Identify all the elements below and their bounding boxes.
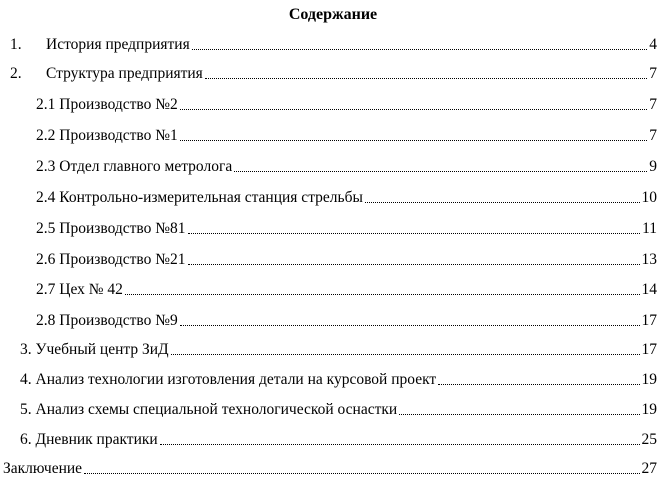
toc-entry-number: 1.	[10, 36, 22, 53]
toc-entry-2-8	[36, 311, 657, 331]
toc-entry-page: 10	[641, 189, 657, 206]
toc-entry-number: 2.	[10, 65, 22, 82]
toc-entry-page: 25	[641, 431, 657, 448]
toc-entry-5	[20, 400, 657, 420]
toc-entry-page: 13	[641, 251, 657, 268]
toc-entry-2-2	[36, 126, 657, 146]
dot-leader	[188, 263, 640, 265]
toc-entry-2-1	[36, 95, 657, 115]
toc-entry-label: Заключение	[3, 460, 83, 477]
toc-entry-page: 19	[641, 371, 657, 388]
toc-entry-page: 19	[641, 401, 657, 418]
toc-entry-label: 2.3 Отдел главного метролога	[36, 158, 233, 175]
toc-entry-2	[10, 64, 657, 84]
toc-entry-page: 17	[641, 312, 657, 329]
toc-entry-label: 2.1 Производство №2	[36, 96, 178, 113]
toc-entry-label: 3. Учебный центр ЗиД	[20, 341, 169, 358]
toc-title: Содержание	[288, 6, 378, 23]
toc-entry-4	[20, 370, 657, 390]
toc-entry-1	[10, 35, 657, 55]
toc-entry-label: Структура предприятия	[46, 65, 203, 82]
toc-entry-label: 2.7 Цех № 42	[36, 281, 123, 298]
toc-entry-label: 5. Анализ схемы специальной технологической оснастки	[20, 401, 398, 418]
dot-leader	[171, 353, 640, 355]
toc-entry-2-6	[36, 250, 657, 270]
dot-leader	[205, 77, 647, 79]
toc-entry-page: 27	[641, 460, 657, 477]
toc-entry-6	[20, 430, 657, 450]
toc-entry-label: 2.6 Производство №21	[36, 251, 186, 268]
toc-entry-page: 4	[649, 36, 657, 53]
toc-entry-3	[20, 340, 657, 360]
dot-leader	[399, 413, 639, 415]
toc-entry-page: 7	[649, 96, 657, 113]
toc-entry-2-3	[36, 157, 657, 177]
toc-entry-label: 2.4 Контрольно-измерительная станция стрельбы	[36, 189, 363, 206]
toc-entry-page: 17	[641, 341, 657, 358]
toc-entry-label: 4. Анализ технологии изготовления детали на курсовой проект	[20, 371, 437, 388]
dot-leader	[438, 383, 639, 385]
toc-entry-page: 14	[641, 281, 657, 298]
toc-entry-label: 2.2 Производство №1	[36, 127, 178, 144]
dot-leader	[365, 201, 640, 203]
dot-leader	[180, 108, 647, 110]
toc-entry-page: 11	[642, 220, 657, 237]
dot-leader	[160, 443, 640, 445]
toc-entry-2-7	[36, 280, 657, 300]
toc-entry-page: 7	[649, 127, 657, 144]
dot-leader	[192, 48, 648, 50]
dot-leader	[180, 139, 647, 141]
dot-leader	[188, 232, 641, 234]
dot-leader	[84, 472, 639, 474]
dot-leader	[234, 170, 647, 172]
toc-entry-label: 2.5 Производство №81	[36, 220, 186, 237]
dot-leader	[180, 324, 640, 326]
toc-entry-label: 2.8 Производство №9	[36, 312, 178, 329]
toc-entry-page: 7	[649, 65, 657, 82]
toc-entry-label: 6. Дневник практики	[20, 431, 158, 448]
toc-entry-2-5	[36, 219, 657, 239]
toc-entry-2-4	[36, 188, 657, 208]
toc-entry-page: 9	[649, 158, 657, 175]
toc-entry-label: История предприятия	[46, 36, 190, 53]
dot-leader	[125, 293, 640, 295]
toc-entry-conclusion	[3, 459, 657, 479]
